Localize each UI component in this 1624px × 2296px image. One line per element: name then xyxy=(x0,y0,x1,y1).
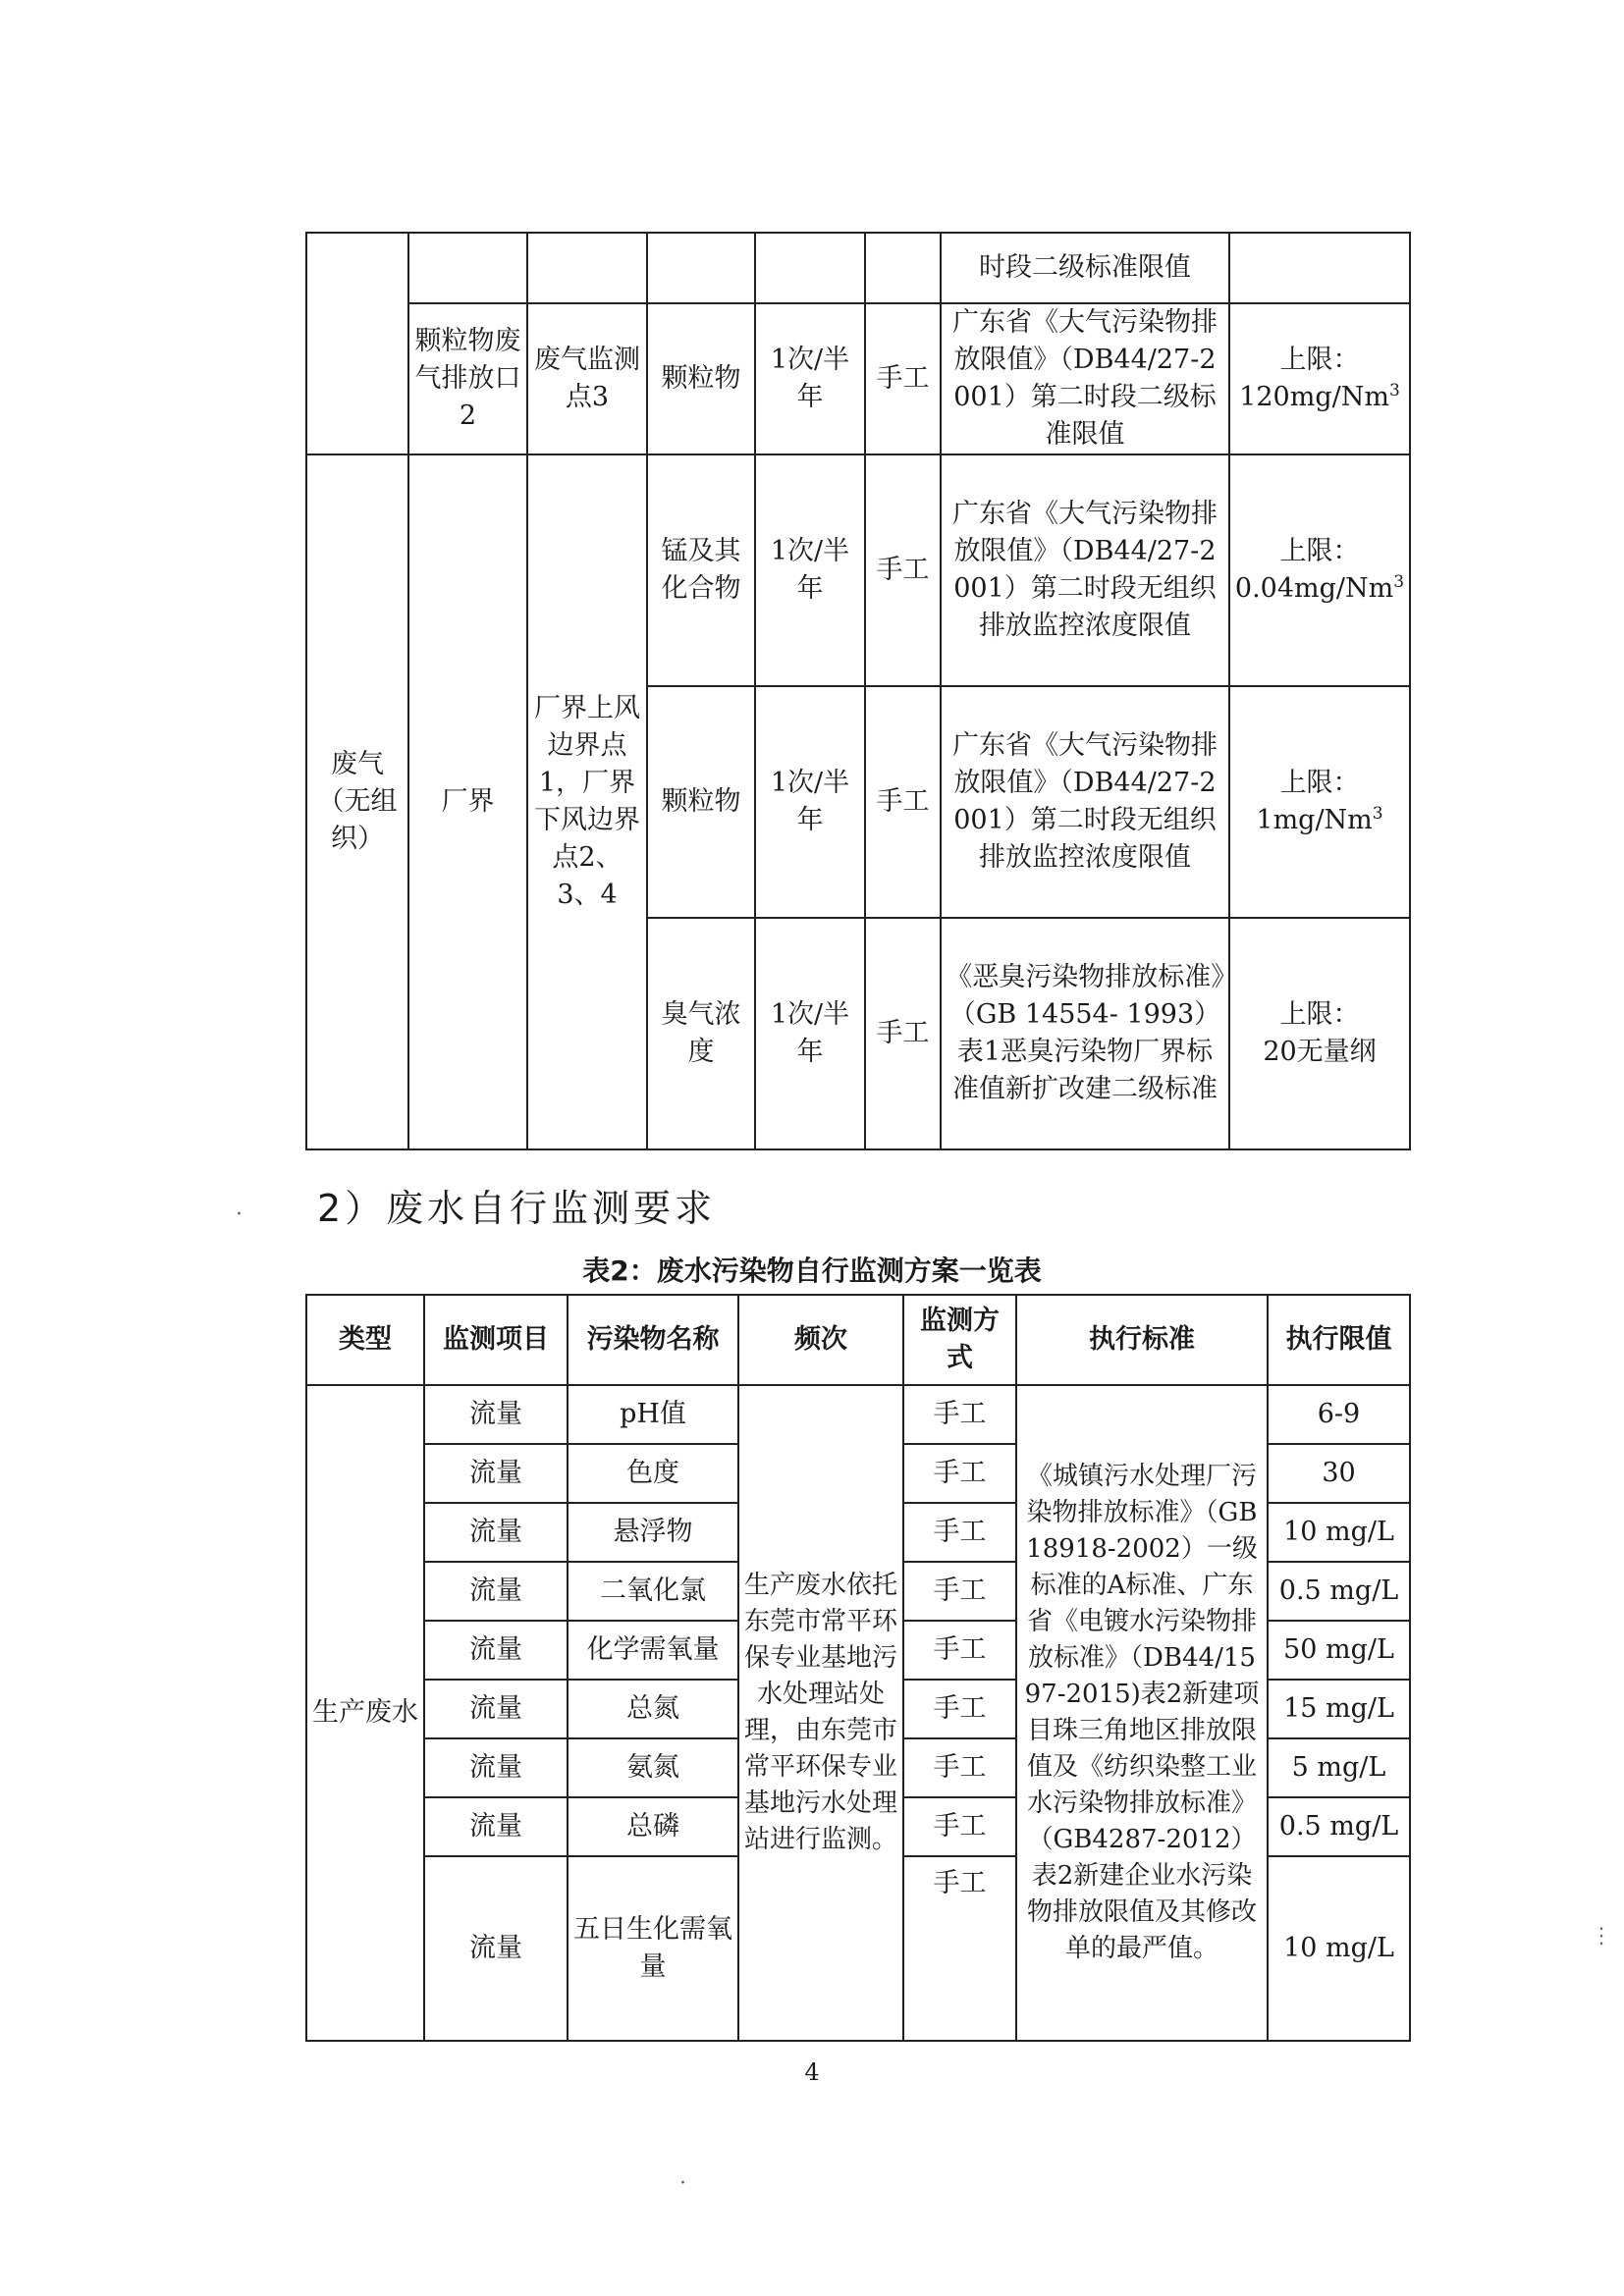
method-cell: 手工 xyxy=(865,918,941,1149)
monitoring-item-cell: 流量 xyxy=(424,1444,568,1503)
limit-cell: 6-9 xyxy=(1268,1385,1410,1444)
table-cell xyxy=(306,233,408,454)
method-cell: 手工 xyxy=(903,1621,1016,1680)
page-number: 4 xyxy=(804,2058,820,2086)
scan-mark: · xyxy=(236,1202,243,1227)
limit-superscript: 3 xyxy=(1388,381,1400,400)
table-cell xyxy=(527,233,647,303)
limit-cell xyxy=(1229,303,1410,454)
air-monitoring-table xyxy=(305,232,1411,1150)
standard-cell: 广东省《大气污染物排放限值》（DB44/27-2001）第二时段无组织排放监控浓度限值 xyxy=(941,454,1229,686)
limit-cell xyxy=(1229,918,1410,1149)
pollutant-cell: 二氧化氯 xyxy=(568,1562,738,1621)
limit-cell: 10 mg/L xyxy=(1268,1503,1410,1562)
limit-cell: 15 mg/L xyxy=(1268,1680,1410,1738)
limit-cell: 0.5 mg/L xyxy=(1268,1562,1410,1621)
method-cell: 手工 xyxy=(903,1385,1016,1444)
limit-superscript: 3 xyxy=(1372,804,1383,824)
frequency-cell: 1次/半年 xyxy=(755,686,865,918)
pollutant-cell: 颗粒物 xyxy=(647,686,755,918)
table-cell xyxy=(647,233,755,303)
pollutant-cell: 臭气浓度 xyxy=(647,918,755,1149)
method-cell: 手工 xyxy=(903,1738,1016,1797)
method-cell: 手工 xyxy=(865,686,941,918)
standard-cell: 《城镇污水处理厂污染物排放标准》（GB18918-2002）一级标准的A标准、广东省《电镀水污染物排放标准》（DB44/1597-2015)表2新建项目珠三角地区排放限值及《纺织染整工业水污染物排放标准》（GB4287-2012）表2新建企业水污染物排放限值及其修改单的最严值。 xyxy=(1016,1385,1268,2041)
monitoring-point-cell: 厂界上风边界点1，厂界下风边界点2、3、4 xyxy=(527,454,647,1149)
pollutant-cell: 颗粒物 xyxy=(647,303,755,454)
table-caption: 表2：废水污染物自行监测方案一览表 xyxy=(582,1255,1042,1287)
limit-value: 0.04mg/Nm xyxy=(1234,573,1394,604)
frequency-cell: 1次/半年 xyxy=(755,303,865,454)
limit-cell: 0.5 mg/L xyxy=(1268,1797,1410,1856)
scan-mark: ⋮ xyxy=(1591,1924,1612,1949)
table-cell xyxy=(408,233,527,303)
pollutant-cell: 色度 xyxy=(568,1444,738,1503)
section-heading: 2）废水自行监测要求 xyxy=(317,1187,717,1230)
monitoring-item-cell: 厂界 xyxy=(408,454,527,1149)
column-header-limit: 执行限值 xyxy=(1268,1295,1410,1385)
limit-superscript: 3 xyxy=(1393,572,1405,592)
type-cell: 生产废水 xyxy=(306,1385,424,2041)
method-cell: 手工 xyxy=(903,1562,1016,1621)
type-cell: 废气（无组织） xyxy=(306,454,408,1149)
pollutant-cell: 总氮 xyxy=(568,1680,738,1738)
monitoring-item-cell: 颗粒物废气排放口2 xyxy=(408,303,527,454)
scan-mark: · xyxy=(679,2171,686,2196)
method-cell: 手工 xyxy=(865,303,941,454)
monitoring-item-cell: 流量 xyxy=(424,1385,568,1444)
table-row xyxy=(306,454,1410,686)
monitoring-item-cell: 流量 xyxy=(424,1680,568,1738)
limit-prefix: 上限： xyxy=(1279,768,1360,798)
limit-prefix: 上限： xyxy=(1279,999,1360,1030)
wastewater-monitoring-table xyxy=(305,1294,1411,2042)
frequency-cell: 生产废水依托东莞市常平环保专业基地污水处理站处理，由东莞市常平环保专业基地污水处理站进行监测。 xyxy=(738,1385,903,2041)
limit-cell: 5 mg/L xyxy=(1268,1738,1410,1797)
monitoring-item-cell: 流量 xyxy=(424,1738,568,1797)
column-header-pollutant: 污染物名称 xyxy=(568,1295,738,1385)
limit-cell: 10 mg/L xyxy=(1268,1856,1410,2041)
limit-prefix: 上限： xyxy=(1279,536,1360,566)
limit-value: 20无量纲 xyxy=(1263,1037,1377,1067)
table-cell xyxy=(865,233,941,303)
column-header-type: 类型 xyxy=(306,1295,424,1385)
pollutant-cell: 氨氮 xyxy=(568,1738,738,1797)
monitoring-item-cell: 流量 xyxy=(424,1562,568,1621)
pollutant-cell: 化学需氧量 xyxy=(568,1621,738,1680)
standard-cell: 广东省《大气污染物排放限值》（DB44/27-2001）第二时段无组织排放监控浓度限值 xyxy=(941,686,1229,918)
method-cell: 手工 xyxy=(903,1444,1016,1503)
standard-cell: 《恶臭污染物排放标准》（GB 14554- 1993）表1恶臭污染物厂界标准值新扩改建二级标准 xyxy=(941,918,1229,1149)
pollutant-cell: pH值 xyxy=(568,1385,738,1444)
column-header-standard: 执行标准 xyxy=(1016,1295,1268,1385)
limit-cell: 50 mg/L xyxy=(1268,1621,1410,1680)
method-cell: 手工 xyxy=(903,1503,1016,1562)
limit-prefix: 上限： xyxy=(1279,345,1360,375)
pollutant-cell: 总磷 xyxy=(568,1797,738,1856)
standard-cell: 广东省《大气污染物排放限值》（DB44/27-2001）第二时段二级标准限值 xyxy=(941,303,1229,454)
standard-cell: 时段二级标准限值 xyxy=(941,233,1229,303)
monitoring-point-cell: 废气监测点3 xyxy=(527,303,647,454)
column-header-frequency: 频次 xyxy=(738,1295,903,1385)
pollutant-cell: 悬浮物 xyxy=(568,1503,738,1562)
column-header-item: 监测项目 xyxy=(424,1295,568,1385)
frequency-cell: 1次/半年 xyxy=(755,918,865,1149)
table-row xyxy=(306,233,1410,303)
table-row xyxy=(306,1385,1410,1444)
column-header-method: 监测方式 xyxy=(903,1295,1016,1385)
table-cell xyxy=(755,233,865,303)
table-row xyxy=(306,303,1410,454)
method-cell: 手工 xyxy=(903,1797,1016,1856)
table-cell xyxy=(1229,233,1410,303)
pollutant-cell: 锰及其化合物 xyxy=(647,454,755,686)
limit-cell xyxy=(1229,454,1410,686)
monitoring-item-cell: 流量 xyxy=(424,1797,568,1856)
monitoring-item-cell: 流量 xyxy=(424,1621,568,1680)
monitoring-item-cell: 流量 xyxy=(424,1856,568,2041)
method-cell: 手工 xyxy=(903,1856,1016,2041)
table-header-row xyxy=(306,1295,1410,1385)
limit-cell xyxy=(1229,686,1410,918)
monitoring-item-cell: 流量 xyxy=(424,1503,568,1562)
method-cell: 手工 xyxy=(903,1680,1016,1738)
pollutant-cell: 五日生化需氧量 xyxy=(568,1856,738,2041)
method-cell: 手工 xyxy=(865,454,941,686)
limit-value: 1mg/Nm xyxy=(1256,805,1373,835)
limit-value: 120mg/Nm xyxy=(1239,382,1389,412)
limit-cell: 30 xyxy=(1268,1444,1410,1503)
frequency-cell: 1次/半年 xyxy=(755,454,865,686)
